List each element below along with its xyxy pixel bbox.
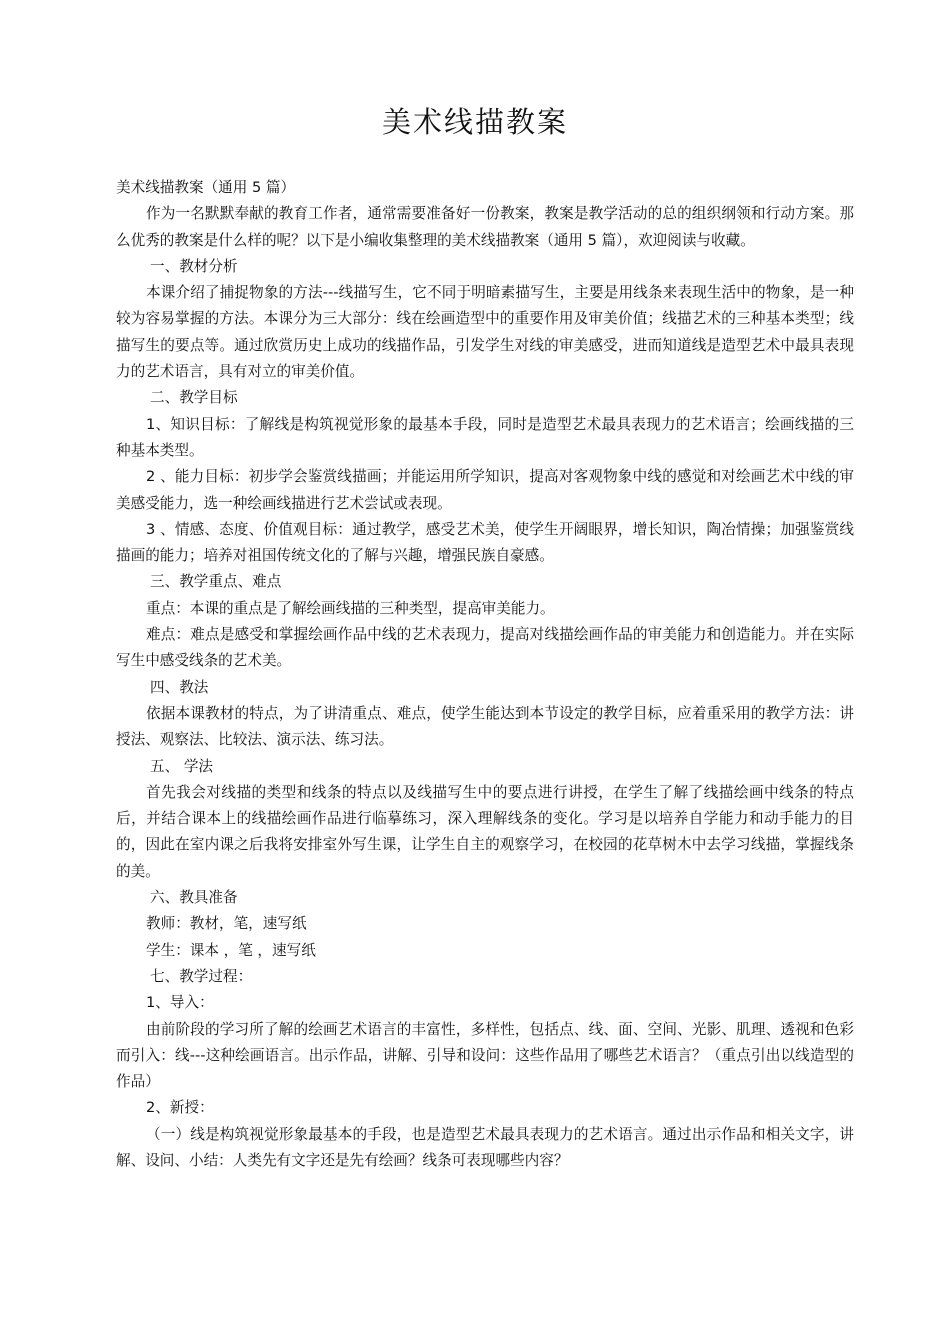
document-body bbox=[116, 175, 854, 1174]
body-paragraph: 重点：本课的重点是了解绘画线描的三种类型，提高审美能力。 bbox=[146, 599, 555, 617]
body-paragraph: 首先我会对线描的类型和线条的特点以及线描写生中的要点进行讲授，在学生了解了线描绘画中线条的特点后，并结合课本上的线描绘画作品进行临摹练习，深入理解线条的变化。学习是以培养自学能力和动手能力的目的，因此在室内课之后我将安排室外写生课，让学生自主的观察学习，在校园的花草树木中去学习线描，掌握线条的美。 bbox=[116, 783, 854, 880]
intro-paragraph: 作为一名默默奉献的教育工作者，通常需要准备好一份教案，教案是教学活动的总的组织纲领和行动方案。那么优秀的教案是什么样的呢？以下是小编收集整理的美术线描教案（通用 5 篇），欢迎阅读与收藏。 bbox=[116, 205, 854, 249]
document-title: 美术线描教案 bbox=[381, 105, 568, 139]
body-paragraph: 学生：课本 ，笔 ，速写纸 bbox=[146, 941, 316, 959]
body-paragraph: 教师：教材，笔，速写纸 bbox=[146, 915, 307, 933]
body-paragraph: 1、导入： bbox=[146, 994, 214, 1012]
body-paragraph: 2、新授： bbox=[146, 1099, 214, 1117]
document-subtitle: 美术线描教案（通用 5 篇） bbox=[116, 179, 296, 196]
section-heading: 五、 学法 bbox=[150, 757, 214, 775]
section-heading: 三、教学重点、难点 bbox=[150, 573, 282, 591]
section-heading: 一、教材分析 bbox=[150, 257, 238, 275]
body-paragraph: 由前阶段的学习所了解的绘画艺术语言的丰富性，多样性，包括点、线、面、空间、光影、肌理、透视和色彩而引入：线---这种绘画语言。出示作品，讲解、引导和设问：这些作品用了哪些艺术语言？（重点引出以线造型的作品） bbox=[116, 1020, 854, 1091]
body-paragraph: 3 、情感、态度、价值观目标：通过教学，感受艺术美，使学生开阔眼界，增长知识，陶冶情操；加强鉴赏线描画的能力；培养对祖国传统文化的了解与兴趣，增强民族自豪感。 bbox=[116, 520, 854, 565]
body-paragraph: （一）线是构筑视觉形象最基本的手段，也是造型艺术最具表现力的艺术语言。通过出示作品和相关文字，讲解、设问、小结：人类先有文字还是先有绘画？线条可表现哪些内容？ bbox=[116, 1125, 854, 1169]
section-heading: 四、教法 bbox=[150, 678, 209, 696]
section-heading: 六、教具准备 bbox=[150, 889, 238, 907]
section-heading: 七、教学过程： bbox=[150, 967, 253, 985]
body-paragraph: 1、知识目标：了解线是构筑视觉形象的最基本手段，同时是造型艺术最具表现力的艺术语言；绘画线描的三种基本类型。 bbox=[116, 415, 854, 459]
body-paragraph: 难点：难点是感受和掌握绘画作品中线的艺术表现力，提高对线描绘画作品的审美能力和创造能力。并在实际写生中感受线条的艺术美。 bbox=[116, 626, 854, 670]
section-heading: 二、教学目标 bbox=[150, 389, 238, 407]
body-paragraph: 2 、能力目标：初步学会鉴赏线描画；并能运用所学知识，提高对客观物象中线的感觉和对绘画艺术中线的审美感受能力，选一种绘画线描进行艺术尝试或表现。 bbox=[116, 468, 854, 512]
body-paragraph: 依据本课教材的特点，为了讲清重点、难点，使学生能达到本节设定的教学目标，应着重采用的教学方法：讲授法、观察法、比较法、演示法、练习法。 bbox=[116, 704, 854, 749]
body-paragraph: 本课介绍了捕捉物象的方法---线描写生，它不同于明暗素描写生，主要是用线条来表现生活中的物象，是一种较为容易掌握的方法。本课分为三大部分：线在绘画造型中的重要作用及审美价值；线描艺术的三种基本类型；线描写生的要点等。通过欣赏历史上成功的线描作品，引发学生对线的审美感受，进而知道线是造型艺术中最具表现力的艺术语言，具有对立的审美价值。 bbox=[116, 284, 854, 381]
